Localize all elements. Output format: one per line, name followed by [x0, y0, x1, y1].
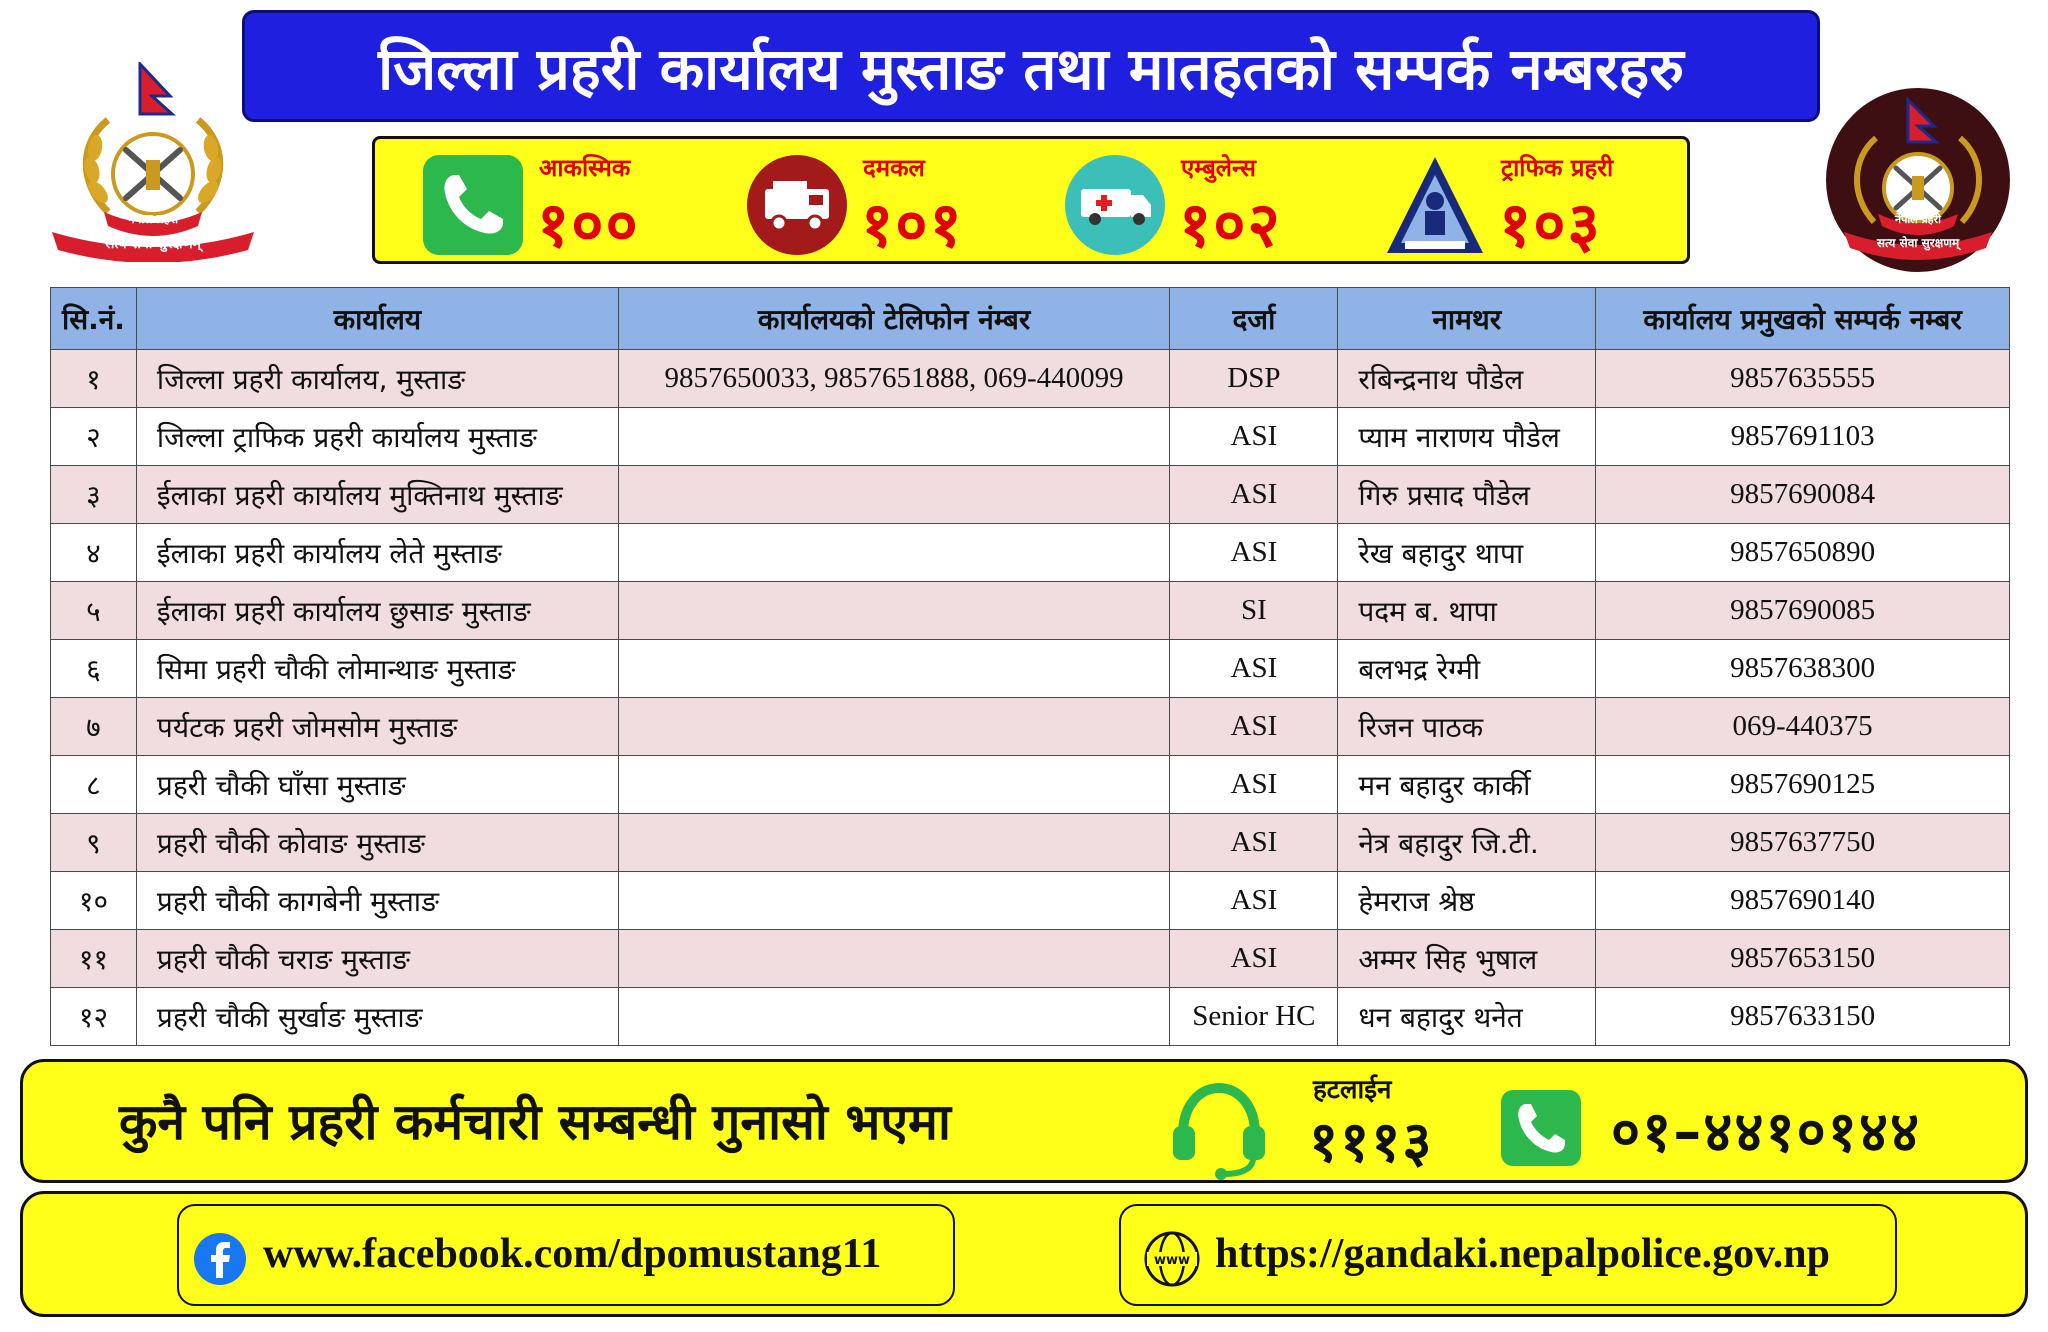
cell-office: ईलाका प्रहरी कार्यालय लेते मुस्ताङ — [136, 524, 618, 582]
logo-left-ribbon: सत्य सेवा सुरक्षणम् — [105, 236, 201, 252]
cell-sn: ७ — [51, 698, 137, 756]
title-banner — [242, 10, 1820, 122]
cell-name: गिरु प्रसाद पौडेल — [1338, 466, 1596, 524]
cell-chief-contact: 9857633150 — [1596, 988, 2010, 1046]
cell-sn: २ — [51, 408, 137, 466]
cell-office: पर्यटक प्रहरी जोमसोम मुस्ताङ — [136, 698, 618, 756]
phone-icon — [421, 153, 525, 257]
cell-sn: ६ — [51, 640, 137, 698]
facebook-link[interactable] — [177, 1204, 955, 1306]
cell-office-phone — [618, 814, 1170, 872]
header-name: नामथर — [1338, 288, 1596, 350]
cell-office: प्रहरी चौकी चराङ मुस्ताङ — [136, 930, 618, 988]
cell-name: धन बहादुर थनेत — [1338, 988, 1596, 1046]
nepal-police-emblem-icon — [1824, 86, 2012, 274]
cell-chief-contact: 9857690125 — [1596, 756, 2010, 814]
cell-chief-contact: 9857690140 — [1596, 872, 2010, 930]
website-link[interactable] — [1119, 1204, 1897, 1306]
complaint-text: कुनै पनि प्रहरी कर्मचारी सम्बन्धी गुनासो भएमा — [119, 1093, 951, 1151]
table-row — [51, 350, 2010, 408]
cell-name: प्याम नाराणय पौडेल — [1338, 408, 1596, 466]
table-row — [51, 814, 2010, 872]
traffic-police-icon — [1383, 153, 1487, 257]
cell-rank: ASI — [1170, 524, 1338, 582]
cell-sn: ११ — [51, 930, 137, 988]
cell-name: मन बहादुर कार्की — [1338, 756, 1596, 814]
hotline-number: १११३ — [1309, 1110, 1434, 1175]
cell-name: नेत्र बहादुर जि.टी. — [1338, 814, 1596, 872]
cell-rank: ASI — [1170, 640, 1338, 698]
links-banner — [20, 1191, 2028, 1317]
cell-chief-contact: 9857691103 — [1596, 408, 2010, 466]
fire-truck-icon — [745, 153, 849, 257]
cell-name: अम्मर सिह भुषाल — [1338, 930, 1596, 988]
emergency-label: आकस्मिक — [539, 154, 631, 182]
emergency-label: दमकल — [863, 154, 925, 182]
cell-office-phone — [618, 466, 1170, 524]
table-row — [51, 466, 2010, 524]
cell-office-phone — [618, 582, 1170, 640]
table-row — [51, 756, 2010, 814]
cell-office: प्रहरी चौकी सुर्खाङ मुस्ताङ — [136, 988, 618, 1046]
table-row — [51, 930, 2010, 988]
cell-office: प्रहरी चौकी कोवाङ मुस्ताङ — [136, 814, 618, 872]
cell-office: सिमा प्रहरी चौकी लोमान्थाङ मुस्ताङ — [136, 640, 618, 698]
cell-name: रिजन पाठक — [1338, 698, 1596, 756]
table-row — [51, 408, 2010, 466]
header-office: कार्यालय — [136, 288, 618, 350]
cell-chief-contact: 9857637750 — [1596, 814, 2010, 872]
facebook-url[interactable]: www.facebook.com/dpomustang11 — [263, 1231, 882, 1277]
page-title: जिल्ला प्रहरी कार्यालय मुस्ताङ तथा मातहतको सम्पर्क नम्बरहरु — [378, 34, 1684, 103]
cell-office-phone — [618, 872, 1170, 930]
cell-rank: ASI — [1170, 466, 1338, 524]
cell-office: जिल्ला प्रहरी कार्यालय, मुस्ताङ — [136, 350, 618, 408]
header-sn: सि.नं. — [51, 288, 137, 350]
cell-office: जिल्ला ट्राफिक प्रहरी कार्यालय मुस्ताङ — [136, 408, 618, 466]
cell-sn: ३ — [51, 466, 137, 524]
cell-chief-contact: 069-440375 — [1596, 698, 2010, 756]
svg-text:www: www — [1153, 1253, 1191, 1268]
complaint-phone-number: ०१–४४१०१४४ — [1611, 1100, 1922, 1165]
cell-office: ईलाका प्रहरी कार्यालय छुसाङ मुस्ताङ — [136, 582, 618, 640]
phone-icon — [1499, 1088, 1583, 1168]
header-rank: दर्जा — [1170, 288, 1338, 350]
logo-right-text: नेपाल प्रहरी — [1895, 213, 1941, 226]
cell-chief-contact: 9857653150 — [1596, 930, 2010, 988]
table-row — [51, 872, 2010, 930]
cell-name: रबिन्द्रनाथ पौडेल — [1338, 350, 1596, 408]
emergency-number: १०२ — [1179, 188, 1282, 261]
cell-office: प्रहरी चौकी कागबेनी मुस्ताङ — [136, 872, 618, 930]
cell-name: हेमराज श्रेष्ठ — [1338, 872, 1596, 930]
cell-chief-contact: 9857690084 — [1596, 466, 2010, 524]
cell-office-phone: 9857650033, 9857651888, 069-440099 — [618, 350, 1170, 408]
logo-left-text: नेपाल प्रहरी — [127, 212, 179, 226]
table-row — [51, 698, 2010, 756]
cell-name: बलभद्र रेग्मी — [1338, 640, 1596, 698]
emergency-item-traffic — [1383, 147, 1683, 261]
emergency-numbers-strip — [372, 136, 1690, 264]
cell-chief-contact: 9857635555 — [1596, 350, 2010, 408]
cell-chief-contact: 9857690085 — [1596, 582, 2010, 640]
website-url[interactable]: https://gandaki.nepalpolice.gov.np — [1215, 1231, 1831, 1277]
cell-office-phone — [618, 756, 1170, 814]
cell-chief-contact: 9857650890 — [1596, 524, 2010, 582]
www-globe-icon — [1143, 1230, 1201, 1288]
header-chief-contact: कार्यालय प्रमुखको सम्पर्क नम्बर — [1596, 288, 2010, 350]
cell-office-phone — [618, 524, 1170, 582]
emergency-label: ट्राफिक प्रहरी — [1501, 154, 1614, 182]
nepal-police-emblem-icon — [48, 62, 258, 262]
headset-icon — [1165, 1076, 1273, 1180]
cell-rank: ASI — [1170, 930, 1338, 988]
cell-office-phone — [618, 698, 1170, 756]
cell-sn: १० — [51, 872, 137, 930]
table-row — [51, 988, 2010, 1046]
cell-sn: १ — [51, 350, 137, 408]
hotline-label: हटलाईन — [1313, 1075, 1392, 1105]
emergency-item-fire — [745, 147, 1035, 261]
cell-office-phone — [618, 930, 1170, 988]
facebook-icon — [193, 1232, 247, 1286]
cell-office-phone — [618, 408, 1170, 466]
header-office-phone: कार्यालयको टेलिफोन नंम्बर — [618, 288, 1170, 350]
cell-sn: ८ — [51, 756, 137, 814]
table-row — [51, 640, 2010, 698]
table-header-row — [51, 288, 2010, 350]
emergency-item-police — [421, 147, 711, 261]
cell-office: ईलाका प्रहरी कार्यालय मुक्तिनाथ मुस्ताङ — [136, 466, 618, 524]
emergency-label: एम्बुलेन्स — [1181, 154, 1256, 182]
table-row — [51, 524, 2010, 582]
complaint-banner — [20, 1059, 2028, 1183]
emergency-item-ambulance — [1063, 147, 1353, 261]
cell-name: रेख बहादुर थापा — [1338, 524, 1596, 582]
cell-office-phone — [618, 640, 1170, 698]
cell-chief-contact: 9857638300 — [1596, 640, 2010, 698]
cell-rank: ASI — [1170, 698, 1338, 756]
cell-rank: ASI — [1170, 756, 1338, 814]
cell-rank: Senior HC — [1170, 988, 1338, 1046]
emergency-number: १०३ — [1499, 188, 1602, 261]
cell-office: प्रहरी चौकी घाँसा मुस्ताङ — [136, 756, 618, 814]
cell-rank: ASI — [1170, 408, 1338, 466]
cell-sn: १२ — [51, 988, 137, 1046]
logo-right-ribbon: सत्य सेवा सुरक्षणम् — [1876, 236, 1960, 250]
cell-name: पदम ब. थापा — [1338, 582, 1596, 640]
cell-rank: SI — [1170, 582, 1338, 640]
cell-sn: ५ — [51, 582, 137, 640]
cell-rank: ASI — [1170, 872, 1338, 930]
cell-sn: ९ — [51, 814, 137, 872]
cell-rank: ASI — [1170, 814, 1338, 872]
emergency-number: १०१ — [861, 188, 964, 261]
cell-sn: ४ — [51, 524, 137, 582]
cell-rank: DSP — [1170, 350, 1338, 408]
cell-office-phone — [618, 988, 1170, 1046]
emergency-number: १०० — [537, 188, 640, 261]
contact-table — [50, 287, 2010, 1046]
table-row — [51, 582, 2010, 640]
ambulance-icon — [1063, 153, 1167, 257]
